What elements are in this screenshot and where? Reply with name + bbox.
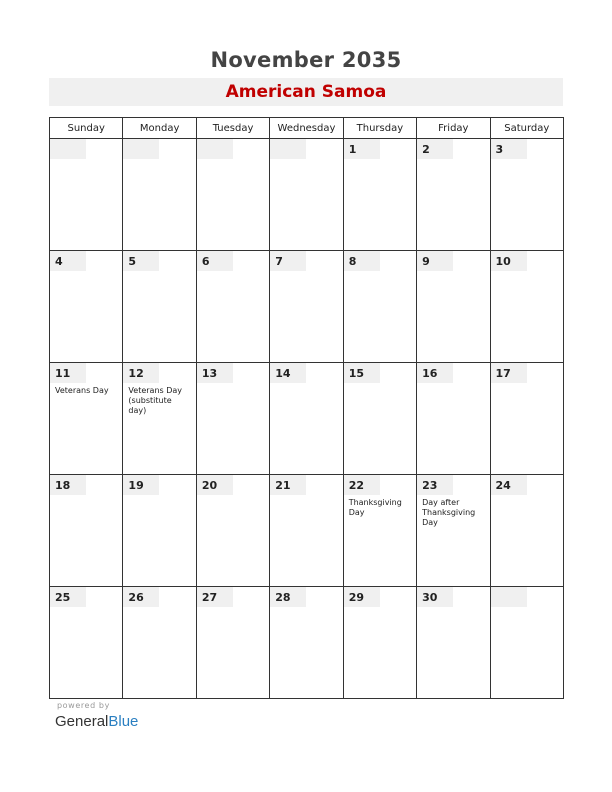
weekday-header: Monday	[123, 118, 196, 139]
day-cell	[50, 363, 123, 475]
day-number: 20	[197, 475, 233, 495]
week-row	[50, 251, 564, 363]
day-cell	[417, 363, 490, 475]
week-row	[50, 139, 564, 251]
brand-logo	[55, 713, 138, 730]
day-cell	[343, 251, 416, 363]
weekday-header: Wednesday	[270, 118, 343, 139]
day-number	[270, 139, 306, 159]
day-number: 24	[491, 475, 527, 495]
day-number: 5	[123, 251, 159, 271]
holiday-label: Day after Thanksgiving Day	[422, 498, 476, 527]
day-number: 12	[123, 363, 159, 383]
day-cell	[490, 139, 563, 251]
region-label: American Samoa	[49, 78, 563, 106]
day-number: 19	[123, 475, 159, 495]
holiday-label: Thanksgiving Day	[348, 498, 402, 517]
day-number: 13	[197, 363, 233, 383]
weekday-header: Friday	[417, 118, 490, 139]
day-cell	[196, 363, 269, 475]
day-number: 14	[270, 363, 306, 383]
day-number: 18	[50, 475, 86, 495]
day-number: 22	[344, 475, 380, 495]
holiday-label: Veterans Day	[55, 386, 109, 395]
day-cell	[343, 139, 416, 251]
day-number: 21	[270, 475, 306, 495]
day-cell	[123, 475, 196, 587]
day-cell	[123, 587, 196, 699]
day-number: 10	[491, 251, 527, 271]
day-number: 8	[344, 251, 380, 271]
day-number: 3	[491, 139, 527, 159]
day-number: 16	[417, 363, 453, 383]
week-row	[50, 475, 564, 587]
day-cell	[343, 587, 416, 699]
day-number	[197, 139, 233, 159]
day-cell	[343, 363, 416, 475]
day-number: 23	[417, 475, 453, 495]
holiday-label: Veterans Day (substitute day)	[128, 386, 183, 415]
calendar-body	[50, 139, 564, 699]
day-number: 17	[491, 363, 527, 383]
day-cell	[490, 587, 563, 699]
day-number: 25	[50, 587, 86, 607]
day-cell	[343, 475, 416, 587]
day-cell	[417, 587, 490, 699]
day-cell	[270, 475, 343, 587]
day-number: 7	[270, 251, 306, 271]
day-cell	[417, 251, 490, 363]
weekday-header: Saturday	[490, 118, 563, 139]
day-cell	[123, 251, 196, 363]
day-cell	[270, 363, 343, 475]
day-cell	[50, 475, 123, 587]
day-cell	[417, 475, 490, 587]
day-cell	[196, 251, 269, 363]
brand-logo-part1: General	[55, 713, 109, 730]
day-cell	[490, 363, 563, 475]
day-number: 28	[270, 587, 306, 607]
day-cell	[417, 139, 490, 251]
day-cell	[196, 587, 269, 699]
day-number: 29	[344, 587, 380, 607]
day-number: 15	[344, 363, 380, 383]
day-cell	[50, 251, 123, 363]
day-cell	[50, 587, 123, 699]
day-number: 4	[50, 251, 86, 271]
week-row	[50, 587, 564, 699]
brand-logo-part2: Blue	[108, 713, 139, 730]
day-number: 11	[50, 363, 86, 383]
day-cell	[123, 363, 196, 475]
day-number: 26	[123, 587, 159, 607]
calendar-title: November 2035	[210, 48, 402, 72]
day-number: 6	[197, 251, 233, 271]
day-cell	[196, 139, 269, 251]
powered-by-text: powered by	[57, 701, 110, 710]
weekday-header-row	[50, 118, 564, 139]
day-cell	[490, 475, 563, 587]
weekday-header: Sunday	[50, 118, 123, 139]
day-cell	[123, 139, 196, 251]
week-row	[50, 363, 564, 475]
weekday-header: Thursday	[343, 118, 416, 139]
day-cell	[270, 139, 343, 251]
day-cell	[50, 139, 123, 251]
day-number	[50, 139, 86, 159]
day-cell	[270, 251, 343, 363]
day-number: 9	[417, 251, 453, 271]
day-number	[491, 587, 527, 607]
day-cell	[196, 475, 269, 587]
weekday-header: Tuesday	[196, 118, 269, 139]
day-number: 27	[197, 587, 233, 607]
day-cell	[490, 251, 563, 363]
day-number: 1	[344, 139, 380, 159]
day-number: 30	[417, 587, 453, 607]
day-number	[123, 139, 159, 159]
calendar-grid	[49, 117, 564, 699]
day-cell	[270, 587, 343, 699]
day-number: 2	[417, 139, 453, 159]
